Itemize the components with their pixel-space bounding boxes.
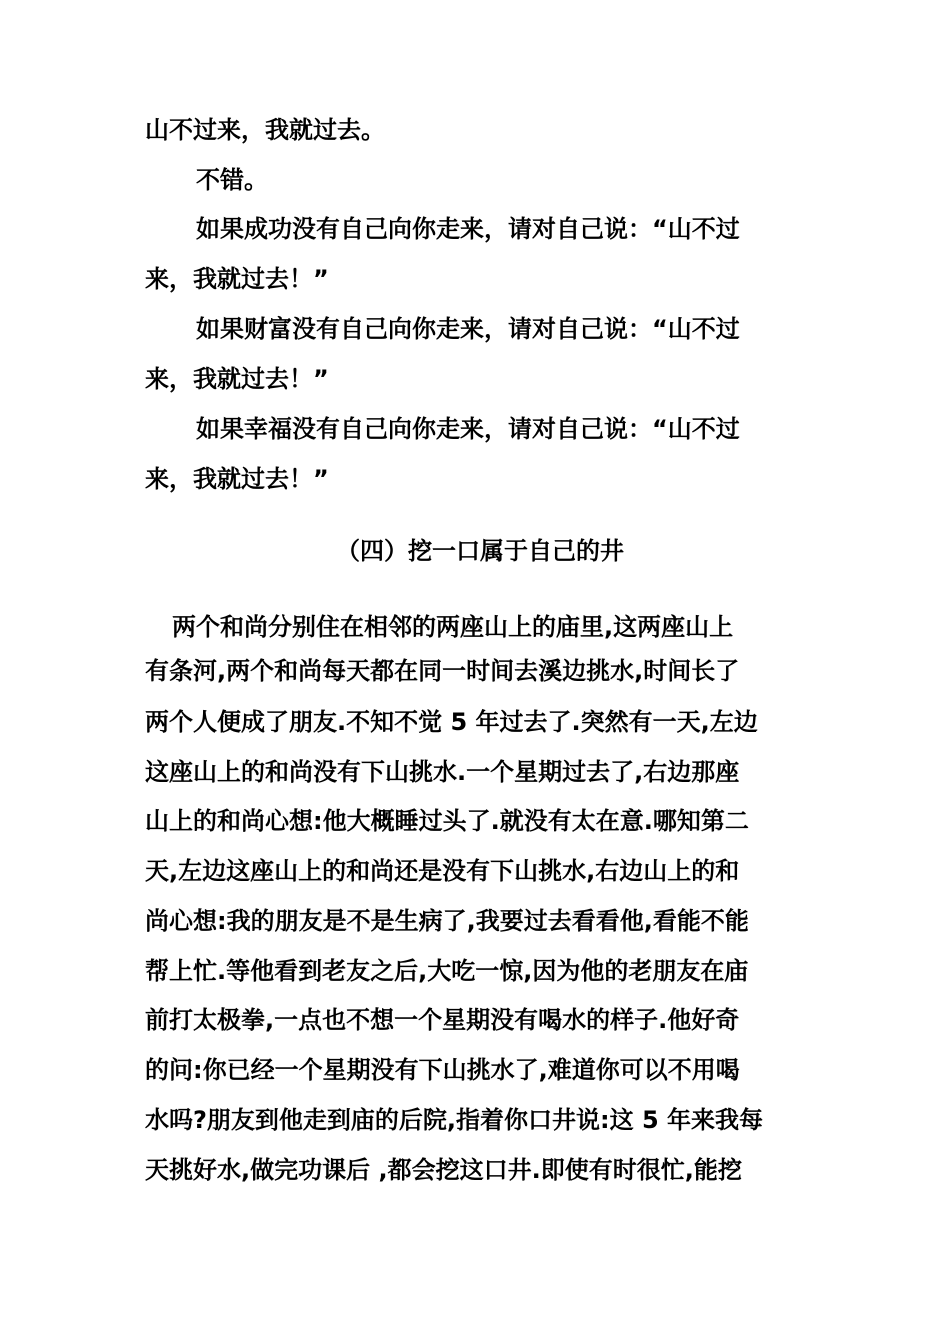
text-line: 如果成功没有自己向你走来，请对自己说：“山不过 [196,215,740,243]
text-line: 天挑好水,做完功课后 ,都会挖这口井.即使有时很忙,能挖 [145,1156,742,1184]
text-line: 来，我就过去！” [145,465,329,493]
section-heading: （四）挖一口属于自己的井 [336,537,624,565]
text-line: 这座山上的和尚没有下山挑水.一个星期过去了,右边那座 [145,758,740,786]
text-line: 不错。 [196,166,268,194]
text-line: 来，我就过去！” [145,265,329,293]
text-line: 的问:你已经一个星期没有下山挑水了,难道你可以不用喝 [145,1056,740,1084]
text-line: 如果幸福没有自己向你走来，请对自己说：“山不过 [196,415,740,443]
text-line: 帮上忙.等他看到老友之后,大吃一惊,因为他的老朋友在庙 [145,957,749,985]
text-line: 天,左边这座山上的和尚还是没有下山挑水,右边山上的和 [145,857,740,885]
text-line: 两个和尚分别住在相邻的两座山上的庙里,这两座山上 [172,613,734,641]
text-line: 山不过来，我就过去。 [145,116,385,144]
text-line: 山上的和尚心想:他大概睡过头了.就没有太在意.哪知第二 [145,807,749,835]
text-line: 来，我就过去！” [145,365,329,393]
text-line: 水吗?朋友到他走到庙的后院,指着你口井说:这 5 年来我每 [145,1106,764,1134]
text-line: 如果财富没有自己向你走来，请对自己说：“山不过 [196,315,740,343]
text-line: 尚心想:我的朋友是不是生病了,我要过去看看他,看能不能 [145,907,749,935]
text-line: 两个人便成了朋友.不知不觉 5 年过去了.突然有一天,左边 [145,708,758,736]
text-line: 前打太极拳,一点也不想一个星期没有喝水的样子.他好奇 [145,1006,740,1034]
text-line: 有条河,两个和尚每天都在同一时间去溪边挑水,时间长了 [145,657,740,685]
